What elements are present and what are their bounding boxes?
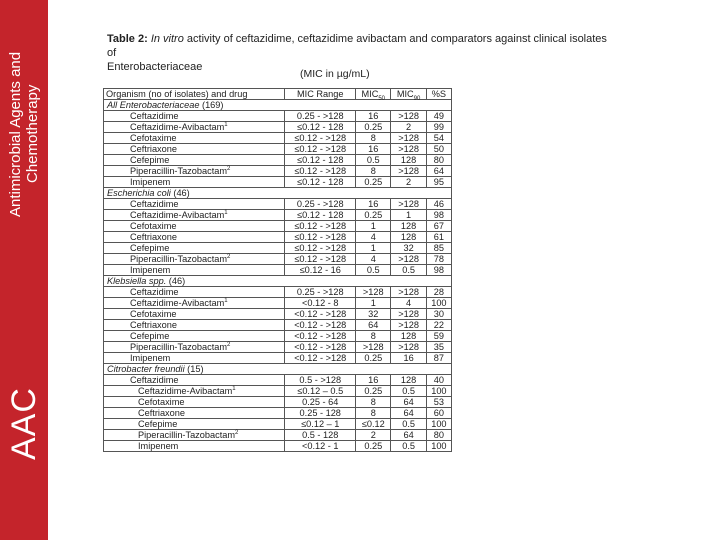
- mic90-cell: 2: [391, 177, 426, 188]
- drug-name: Cefepime: [138, 419, 178, 429]
- range-cell: ≤0.12 - 128: [285, 155, 356, 166]
- drug-cell: [104, 265, 285, 276]
- mic50-cell: 1: [356, 243, 391, 254]
- table-row: [104, 221, 452, 232]
- mic50-cell: 0.25: [356, 210, 391, 221]
- susceptible-cell: 67: [426, 221, 451, 232]
- mic50-cell: 16: [356, 375, 391, 386]
- mic50-cell: 16: [356, 111, 391, 122]
- group-cell: [104, 276, 452, 287]
- susceptible-cell: 80: [426, 430, 451, 441]
- range-cell: ≤0.12 - 128: [285, 122, 356, 133]
- table-row: [104, 342, 452, 353]
- susceptible-cell: 28: [426, 287, 451, 298]
- table-row: [104, 320, 452, 331]
- table-row: [104, 419, 452, 430]
- journal-name-line2: Chemotherapy: [24, 84, 41, 184]
- mic90-cell: 2: [391, 122, 426, 133]
- mic90-cell: >128: [391, 144, 426, 155]
- drug-name: Ceftazidime: [130, 287, 179, 297]
- range-cell: <0.12 - >128: [285, 342, 356, 353]
- susceptible-cell: 78: [426, 254, 451, 265]
- header-mic90: [391, 89, 426, 100]
- drug-name: Piperacillin-Tazobactam: [138, 430, 236, 440]
- drug-cell: [104, 386, 285, 397]
- drug-footnote: 1: [224, 209, 228, 216]
- header-mic50: [356, 89, 391, 100]
- group-count: (15): [184, 364, 204, 374]
- mic50-cell: 8: [356, 397, 391, 408]
- drug-cell: [104, 133, 285, 144]
- group-name: Klebsiella spp.: [107, 276, 167, 286]
- range-cell: <0.12 - >128: [285, 320, 356, 331]
- susceptible-cell: 54: [426, 133, 451, 144]
- table-row: [104, 155, 452, 166]
- table-row: [104, 353, 452, 364]
- mic90-cell: >128: [391, 320, 426, 331]
- table-row: [104, 210, 452, 221]
- drug-name: Ceftriaxone: [130, 144, 177, 154]
- mic90-cell: 1: [391, 210, 426, 221]
- drug-name: Ceftazidime: [130, 111, 179, 121]
- range-cell: ≤0.12 - >128: [285, 243, 356, 254]
- drug-cell: [104, 397, 285, 408]
- group-name: Escherichia coli: [107, 188, 171, 198]
- header-mic50-sub: 50: [378, 95, 386, 102]
- mic90-cell: 64: [391, 430, 426, 441]
- mic50-cell: 8: [356, 408, 391, 419]
- table-row: [104, 243, 452, 254]
- header-mic90-sub: 90: [413, 95, 421, 102]
- susceptible-cell: 87: [426, 353, 451, 364]
- drug-footnote: 1: [232, 385, 236, 392]
- group-count: (169): [199, 100, 224, 110]
- susceptible-cell: 46: [426, 199, 451, 210]
- mic90-cell: 64: [391, 408, 426, 419]
- drug-name: Cefepime: [130, 243, 170, 253]
- mic50-cell: 64: [356, 320, 391, 331]
- drug-cell: [104, 309, 285, 320]
- mic50-cell: ≤0.12: [356, 419, 391, 430]
- range-cell: ≤0.12 - >128: [285, 221, 356, 232]
- table-row: [104, 144, 452, 155]
- header-range: MIC Range: [285, 89, 356, 100]
- table-row: [104, 408, 452, 419]
- drug-cell: [104, 122, 285, 133]
- table-row: [104, 331, 452, 342]
- drug-cell: [104, 419, 285, 430]
- range-cell: 0.5 - 128: [285, 430, 356, 441]
- range-cell: ≤0.12 - >128: [285, 144, 356, 155]
- drug-name: Piperacillin-Tazobactam: [130, 342, 228, 352]
- table-row: [104, 375, 452, 386]
- range-cell: ≤0.12 – 0.5: [285, 386, 356, 397]
- header-row: [104, 89, 452, 100]
- drug-name: Imipenem: [130, 177, 171, 187]
- susceptible-cell: 100: [426, 441, 451, 452]
- mic50-cell: >128: [356, 342, 391, 353]
- mic50-cell: 16: [356, 199, 391, 210]
- mic90-cell: 16: [391, 353, 426, 364]
- group-row: [104, 276, 452, 287]
- table-row: [104, 111, 452, 122]
- mic50-cell: 0.25: [356, 122, 391, 133]
- drug-cell: [104, 243, 285, 254]
- mic50-cell: 1: [356, 221, 391, 232]
- journal-sidebar: [0, 0, 48, 540]
- drug-cell: [104, 144, 285, 155]
- mic50-cell: >128: [356, 287, 391, 298]
- table-row: [104, 177, 452, 188]
- table-row: [104, 386, 452, 397]
- drug-cell: [104, 155, 285, 166]
- mic50-cell: 0.25: [356, 353, 391, 364]
- susceptible-cell: 61: [426, 232, 451, 243]
- susceptible-cell: 98: [426, 265, 451, 276]
- mic50-cell: 0.25: [356, 386, 391, 397]
- mic50-cell: 32: [356, 309, 391, 320]
- mic90-cell: 128: [391, 375, 426, 386]
- drug-cell: [104, 375, 285, 386]
- table-row: [104, 133, 452, 144]
- table-label: Table 2:: [107, 33, 148, 45]
- table-row: [104, 232, 452, 243]
- mic50-cell: 8: [356, 331, 391, 342]
- drug-cell: [104, 331, 285, 342]
- drug-cell: [104, 287, 285, 298]
- drug-cell: [104, 441, 285, 452]
- susceptible-cell: 49: [426, 111, 451, 122]
- table-row: [104, 298, 452, 309]
- drug-name: Ceftazidime-Avibactam: [130, 122, 225, 132]
- group-name: All Enterobacteriaceae: [107, 100, 200, 110]
- table-row: [104, 199, 452, 210]
- susceptible-cell: 100: [426, 298, 451, 309]
- susceptible-cell: 98: [426, 210, 451, 221]
- mic90-cell: 4: [391, 298, 426, 309]
- drug-name: Ceftazidime-Avibactam: [130, 298, 225, 308]
- drug-cell: [104, 298, 285, 309]
- susceptible-cell: 30: [426, 309, 451, 320]
- range-cell: 0.25 - >128: [285, 199, 356, 210]
- susceptible-cell: 60: [426, 408, 451, 419]
- range-cell: <0.12 - >128: [285, 309, 356, 320]
- drug-footnote: 2: [227, 253, 231, 260]
- range-cell: ≤0.12 - >128: [285, 254, 356, 265]
- mic90-cell: 128: [391, 155, 426, 166]
- drug-cell: [104, 342, 285, 353]
- drug-name: Ceftazidime-Avibactam: [130, 210, 225, 220]
- susceptible-cell: 100: [426, 386, 451, 397]
- mic90-cell: 128: [391, 232, 426, 243]
- range-cell: 0.25 - 64: [285, 397, 356, 408]
- range-cell: <0.12 - >128: [285, 331, 356, 342]
- table-row: [104, 397, 452, 408]
- mic50-cell: 0.5: [356, 265, 391, 276]
- header-organism: Organism (no of isolates) and drug: [104, 89, 285, 100]
- mic-table: [103, 88, 452, 452]
- mic50-cell: 1: [356, 298, 391, 309]
- range-cell: 0.25 - 128: [285, 408, 356, 419]
- journal-logo: AAC: [5, 387, 43, 460]
- mic90-cell: >128: [391, 111, 426, 122]
- drug-cell: [104, 177, 285, 188]
- drug-name: Cefotaxime: [130, 221, 177, 231]
- drug-footnote: 1: [224, 297, 228, 304]
- group-row: [104, 364, 452, 375]
- mic90-cell: >128: [391, 133, 426, 144]
- drug-cell: [104, 210, 285, 221]
- susceptible-cell: 99: [426, 122, 451, 133]
- header-mic50-label: MIC: [361, 89, 379, 99]
- group-cell: [104, 100, 452, 111]
- range-cell: ≤0.12 - 16: [285, 265, 356, 276]
- mic90-cell: >128: [391, 254, 426, 265]
- table-row: [104, 122, 452, 133]
- drug-cell: [104, 320, 285, 331]
- drug-footnote: 2: [235, 429, 239, 436]
- range-cell: 0.25 - >128: [285, 287, 356, 298]
- drug-cell: [104, 221, 285, 232]
- group-count: (46): [170, 188, 190, 198]
- range-cell: 0.25 - >128: [285, 111, 356, 122]
- group-row: [104, 100, 452, 111]
- drug-cell: [104, 254, 285, 265]
- mic90-cell: 0.5: [391, 419, 426, 430]
- header-mic90-label: MIC: [396, 89, 414, 99]
- drug-name: Ceftazidime: [130, 375, 179, 385]
- susceptible-cell: 100: [426, 419, 451, 430]
- header-susceptible: %S: [426, 89, 451, 100]
- title-text: activity of ceftazidime, ceftazidime avibactam and comparators against clinical isolates of: [107, 33, 607, 59]
- mic90-cell: 0.5: [391, 386, 426, 397]
- mic50-cell: 4: [356, 254, 391, 265]
- mic90-cell: >128: [391, 166, 426, 177]
- mic90-cell: >128: [391, 342, 426, 353]
- range-cell: ≤0.12 - >128: [285, 232, 356, 243]
- table-row: [104, 254, 452, 265]
- drug-name: Piperacillin-Tazobactam: [130, 254, 228, 264]
- title-line2: Enterobacteriaceae: [107, 61, 203, 73]
- mic90-cell: 128: [391, 331, 426, 342]
- journal-name-line1: Antimicrobial Agents and: [7, 51, 24, 217]
- mic50-cell: 2: [356, 430, 391, 441]
- mic50-cell: 0.25: [356, 441, 391, 452]
- drug-name: Imipenem: [130, 265, 171, 275]
- table-row: [104, 430, 452, 441]
- drug-name: Ceftazidime-Avibactam: [138, 386, 233, 396]
- susceptible-cell: 53: [426, 397, 451, 408]
- susceptible-cell: 59: [426, 331, 451, 342]
- drug-name: Cefotaxime: [130, 133, 177, 143]
- drug-footnote: 2: [227, 165, 231, 172]
- drug-footnote: 1: [224, 121, 228, 128]
- drug-cell: [104, 166, 285, 177]
- mic90-cell: 128: [391, 221, 426, 232]
- mic50-cell: 8: [356, 133, 391, 144]
- drug-cell: [104, 408, 285, 419]
- drug-cell: [104, 430, 285, 441]
- mic90-cell: 64: [391, 397, 426, 408]
- journal-name: [2, 44, 46, 224]
- susceptible-cell: 40: [426, 375, 451, 386]
- drug-name: Ceftazidime: [130, 199, 179, 209]
- drug-name: Cefepime: [130, 331, 170, 341]
- range-cell: ≤0.12 – 1: [285, 419, 356, 430]
- susceptible-cell: 80: [426, 155, 451, 166]
- susceptible-cell: 64: [426, 166, 451, 177]
- group-cell: [104, 188, 452, 199]
- mic90-cell: >128: [391, 199, 426, 210]
- mic50-cell: 16: [356, 144, 391, 155]
- table-body: [104, 100, 452, 452]
- mic90-cell: 32: [391, 243, 426, 254]
- mic50-cell: 4: [356, 232, 391, 243]
- susceptible-cell: 35: [426, 342, 451, 353]
- mic50-cell: 8: [356, 166, 391, 177]
- title-italic: In vitro: [150, 33, 184, 45]
- mic90-cell: >128: [391, 287, 426, 298]
- table-row: [104, 166, 452, 177]
- drug-footnote: 2: [227, 341, 231, 348]
- mic90-cell: 0.5: [391, 265, 426, 276]
- susceptible-cell: 50: [426, 144, 451, 155]
- table-row: [104, 309, 452, 320]
- table-row: [104, 441, 452, 452]
- table-row: [104, 265, 452, 276]
- drug-name: Cefepime: [130, 155, 170, 165]
- drug-cell: [104, 199, 285, 210]
- drug-name: Ceftriaxone: [138, 408, 185, 418]
- susceptible-cell: 95: [426, 177, 451, 188]
- mic50-cell: 0.5: [356, 155, 391, 166]
- drug-cell: [104, 232, 285, 243]
- drug-name: Piperacillin-Tazobactam: [130, 166, 228, 176]
- table-row: [104, 287, 452, 298]
- susceptible-cell: 22: [426, 320, 451, 331]
- group-count: (46): [166, 276, 186, 286]
- drug-name: Cefotaxime: [138, 397, 185, 407]
- group-cell: [104, 364, 452, 375]
- mic50-cell: 0.25: [356, 177, 391, 188]
- group-name: Citrobacter freundii: [107, 364, 185, 374]
- range-cell: ≤0.12 - 128: [285, 210, 356, 221]
- range-cell: ≤0.12 - >128: [285, 133, 356, 144]
- group-row: [104, 188, 452, 199]
- units-note: (MIC in µg/mL): [300, 68, 370, 80]
- range-cell: ≤0.12 - >128: [285, 166, 356, 177]
- range-cell: 0.5 - >128: [285, 375, 356, 386]
- drug-name: Imipenem: [130, 353, 171, 363]
- drug-name: Cefotaxime: [130, 309, 177, 319]
- drug-name: Imipenem: [138, 441, 179, 451]
- drug-cell: [104, 111, 285, 122]
- drug-cell: [104, 353, 285, 364]
- drug-name: Ceftriaxone: [130, 232, 177, 242]
- susceptible-cell: 85: [426, 243, 451, 254]
- mic90-cell: 0.5: [391, 441, 426, 452]
- mic90-cell: >128: [391, 309, 426, 320]
- range-cell: <0.12 - 1: [285, 441, 356, 452]
- range-cell: <0.12 - >128: [285, 353, 356, 364]
- range-cell: ≤0.12 - 128: [285, 177, 356, 188]
- drug-name: Ceftriaxone: [130, 320, 177, 330]
- range-cell: <0.12 - 8: [285, 298, 356, 309]
